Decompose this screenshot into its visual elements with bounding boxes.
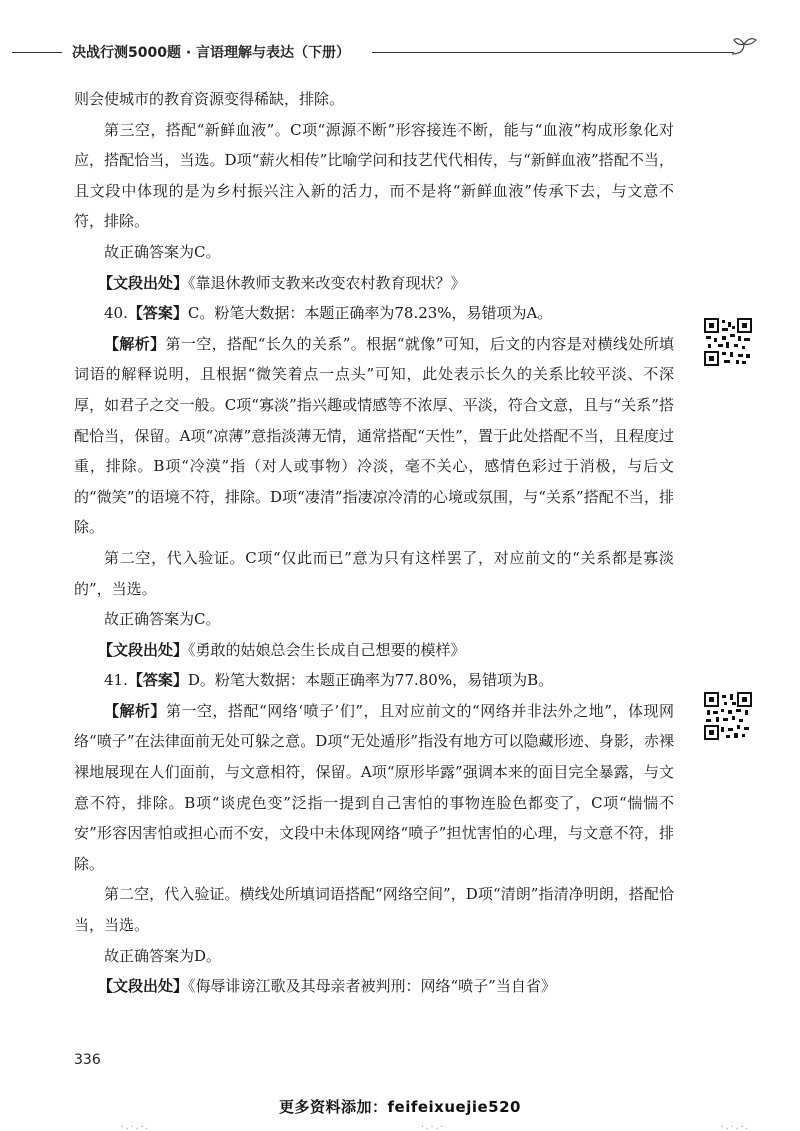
qr-code-icon[interactable] [704,692,752,740]
qr-code-icon[interactable] [704,318,752,366]
paragraph: 第二空，代入验证。C项“仅此而已”意为只有这样罢了，对应前文的“关系都是寡淡的”，当选。 [74,548,674,598]
source-label: 【文段出处】 [98,273,189,292]
header-rule-left [12,52,62,53]
source-title: 《侮辱诽谤江歌及其母亲者被判刑：网络“喷子”当自省》 [188,977,556,996]
page-number: 336 [74,1052,101,1068]
paragraph: 故正确答案为C。 [104,610,221,629]
source-title: 《靠退休教师支教来改变农村教育现状？》 [188,273,466,292]
header-rule-right [372,52,734,53]
page-header [0,40,800,66]
question-number: 40. [104,304,128,323]
answer-text: D。粉笔大数据：本题正确率为77.80%，易错项为B。 [187,671,554,690]
header-title: 决战行测5000题 · 言语理解与表达（下册） [72,45,351,61]
source-label: 【文段出处】 [98,977,189,996]
source-line [74,635,674,666]
analysis-paragraph [74,329,674,543]
answer-text: C。粉笔大数据：本题正确率为78.23%，易错项为A。 [187,304,553,323]
scan-dots: ·.·.· [420,1122,445,1131]
paragraph: 第二空，代入验证。横线处所填词语搭配“网络空间”，D项“清朗”指清净明朗，搭配恰当，当选。 [74,885,674,935]
analysis-label: 【解析】 [104,334,166,353]
source-line [74,971,674,1002]
answer-label: 【答案】 [127,671,188,690]
scan-dots: ·.·.·. [120,1122,149,1131]
answer-label: 【答案】 [127,304,188,323]
scan-dots: ·.·.·. [720,1122,749,1131]
analysis-paragraph [74,696,674,880]
source-line [74,268,674,299]
question-number: 41. [104,671,128,690]
source-label: 【文段出处】 [98,640,189,659]
paragraph: 故正确答案为D。 [104,946,222,965]
analysis-label: 【解析】 [104,701,167,720]
source-title: 《勇敢的姑娘总会生长成自己想要的模样》 [188,640,466,659]
paragraph: 则会使城市的教育资源变得稀缺，排除。 [74,90,345,108]
analysis-text: 第一空，搭配“长久的关系”。根据“就像”可知，后文的内容是对横线处所填词语的解释说明，且根据“微笑着点一点头”可知，此处表示长久的关系比较平淡、不深厚，如君子之交一般。C项“寡淡”指兴趣或情感等不浓厚、平淡，符合文意，且与“关系”搭配恰当，保留。A项“凉薄”意指淡薄无情，通常搭配“天性”，置于此处搭配不当，且程度过重，排除。B项“冷漠”指（对人或事物）冷淡，毫不关心，感情色彩过于消极，与后文的“微笑”的语境不符，排除。D项“凄清”指凄凉冷清的心境或氛围，与“关系”搭配不当，排除。 [74,334,674,537]
paragraph: 故正确答案为C。 [104,242,221,261]
sprout-icon [730,30,760,60]
answer-line [74,665,674,696]
paragraph: 第三空，搭配“新鲜血液”。C项“源源不断”形容接连不断，能与“血液”构成形象化对应，搭配恰当，当选。D项“薪火相传”比喻学问和技艺代代相传，与“新鲜血液”搭配不当，且文段中体现的是为乡村振兴注入新的活力，而不是将“新鲜血液”传承下去，与文意不符，排除。 [74,120,674,231]
footer-note: 更多资料添加：feifeixuejie520 [279,1098,521,1116]
page-body [74,84,674,1002]
analysis-text: 第一空，搭配“网络‘喷子’们”，且对应前文的“网络并非法外之地”，体现网络“喷子”在法律面前无处可躲之意。D项“无处遁形”指没有地方可以隐藏形迹、身影，赤裸裸地展现在人们面前，与文意相符，保留。A项“原形毕露”强调本来的面目完全暴露，与文意不符，排除。B项“谈虎色变”泛指一提到自己害怕的事物连脸色都变了，C项“惴惴不安”形容因害怕或担心而不安，文段中未体现网络“喷子”担忧害怕的心理，与文意不符，排除。 [74,701,674,873]
answer-line [74,298,674,329]
